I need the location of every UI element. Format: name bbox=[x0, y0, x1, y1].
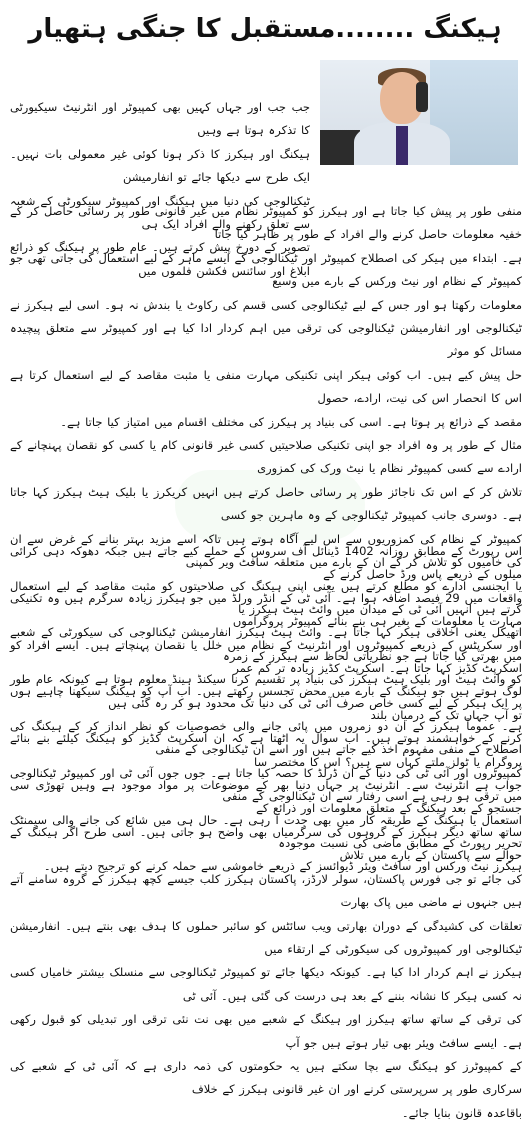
text-line: منفی طور پر پیش کیا جاتا ہے اور ہیکرز کو کمپیوٹر نظام میں غیر قانونی طور پر رسائی حاصل کر کے خفیہ معلومات حاصل کرنے والے افراد کے طور پر ظاہر کیا جاتا bbox=[10, 204, 522, 242]
text-line: کی ترقی کے ساتھ ساتھ ہیکرز اور ہیکنگ کے شعبے میں بھی نت نئی ترقی اور تبدیلی کو قبول رکھی ہے۔ ایسے سافٹ ویئر بھی تیار ہوتے ہیں جو آپ bbox=[10, 1012, 522, 1050]
text-line: تصویر کے دورخ پیش کرتے ہیں۔ عام طور پر ہیکنگ کو ذرائع ابلاغ اور سائنس فکشن فلموں میں bbox=[10, 240, 310, 278]
person-tie bbox=[396, 126, 408, 165]
text-line: باقاعدہ قانون بنایا جائے۔ bbox=[401, 1105, 522, 1120]
text-line: تعلقات کی کشیدگی کے دوران بھارتی ویب سائٹس کو سائبر حملوں کا ہدف بھی بنتے ہیں۔ انفارمیشن ٹیکنالوجی اور کمپیوٹروں کی سیکورٹی کے ارتقاء میں bbox=[10, 918, 522, 956]
text-line: ساتھ ساتھ دیگر ہیکرز کے گروہوں کی سرگرمیاں بھی واضح ہو جاتی ہیں۔ اسی طرح اگر ہیکنگ کے حوالے سے پاکستان کے بارے میں تلاش bbox=[10, 824, 522, 863]
article-title: ہیکنگ ........مستقبل کا جنگی ہتھیار bbox=[28, 14, 502, 44]
text-line: یا ایجنسی ادارے کو مطلع کرتے ہیں یعنی اپنی ہیکنگ کی صلاحیتوں کو مثبت مقاصد کے لیے استعمال کرتے ہیں انہیں آئی ٹی کے میدان میں وائٹ ہیٹ ہیکرز یا bbox=[10, 578, 522, 616]
text-line: ہے۔ عموماً ہیکرز کے ان دو زمروں میں پائی جانے والی خصوصیات کو نظر انداز کر کے ہیکنگ کی اصطلاح کے منفی مفہوم اخذ کیے جاتے ہیں اور اسے ان ٹیکنالوجی کے منفی bbox=[10, 718, 522, 757]
text-line: ہیکرز نیٹ ورکس اور سافٹ ویئر ڈیوائسز کے ذریعے خاموشی سے حملہ کرنے کو ترجیح دیتے ہیں۔ bbox=[43, 859, 522, 874]
text-line: کے کمپیوٹرز کو ہیکنگ سے بچا سکتے ہیں یہ حکومتوں کی ذمہ داری ہے کہ آئی ٹی کے شعبے کی سرکاری طور پر سرپرستی کرنے اور ان غیر قانونی ہیکرز کے خلاف bbox=[10, 1058, 522, 1097]
article-photo bbox=[320, 60, 518, 165]
text-line: مقصد کے ذرائع پر ہوتا ہے۔ اسی کی بنیاد پر ہیکرز کی مختلف اقسام میں امتیاز کیا جاتا ہے۔ bbox=[60, 414, 522, 429]
text-line: واقعات میں 29 فیصد اضافہ ہوا ہے۔ آئی ٹی کے انڈر ورلڈ میں جو ہیکرز زیادہ سرگرم ہیں وہ تکنیکی مہارت یا معلومات کے بغیر ہی بنے بنائے کمپیوٹر پروگراموں bbox=[10, 590, 522, 629]
text-line: جب جب اور جہاں کہیں بھی کمپیوٹر اور انٹرنیٹ سیکیورٹی کا تذکرہ ہوتا ہے وہیں bbox=[10, 100, 310, 138]
phone-icon bbox=[416, 82, 428, 112]
text-line: معلومات رکھتا ہو اور جس کے لیے ٹیکنالوجی کسی قسم کی رکاوٹ یا بندش نہ ہو۔ اسی لیے ہیکرز نے ٹیکنالوجی اور انفارمیشن ٹیکنالوجی کی ترقی میں اہم کردار ادا کیا ہے اور کمپیوٹر سے متعلق پیچیدہ مسائل کو موثر bbox=[10, 297, 522, 359]
text-line: حل پیش کیے ہیں۔ اب کوئی ہیکر اپنی تکنیکی مہارت منفی یا مثبت مقاصد کے لیے استعمال کرتا ہے اس کا انحصار اس کی نیت، ارادے، حصول bbox=[10, 367, 522, 406]
text-line: کی جائے تو جی فورس پاکستان، سولر لارڈز، پاکستان ہیکرز کلب جیسے کچھ ہیکرز کے گروہ سامنے آتے ہیں جنہوں نے ماضی میں پاک بھارت bbox=[10, 871, 522, 910]
closing-paragraph bbox=[10, 540, 522, 1125]
text-line: اور سکرپٹس کے ذریعے کمپیوٹروں اور انٹرنیٹ کے نظام میں خلل یا نقصان پہنچاتے ہیں۔ ایسے افراد کو اسکرپٹ کڈیز کہا جاتا ہے۔ اسکرپٹ کڈیز زیادہ تر کم عمر bbox=[10, 637, 522, 676]
text-line: استعمال یا ہیکنگ کے طریقہ کار میں بھی جدت آ رہی ہے۔ حال ہی میں شائع کی جانے والی سیمنٹک تحریر رپورٹ کے مطابق ماضی کی نسبت موجودہ bbox=[10, 812, 522, 850]
text-line: ہیکنگ اور ہیکرز کا ذکر ہونا کوئی غیر معمولی بات نہیں۔ ایک طرح سے دیکھا جائے تو انفارمیشن bbox=[10, 146, 310, 185]
text-line: جواب ہے انٹرنیٹ سے۔ انٹرنیٹ پر جہاں دنیا بھر کے موضوعات پر مواد موجود ہے وہیں تھوڑی سی جستجو کے بعد ہیکنگ کے متعلق معلومات اور ذرائع کے bbox=[10, 778, 522, 816]
text-line: ٹیکنالوجی کی دنیا میں ہیکنگ اور کمپیوٹر سیکورٹی کے شعبہ سے تعلق رکھنے والے افراد ایک ہی bbox=[10, 193, 310, 232]
text-line: کمپیوٹروں اور آئی ٹی کی دنیا کے ان ڈرلڈ کا حصہ کیا جاتا ہے۔ جوں جوں آئی ٹی اور کمپیوٹر ٹیکنالوجی میں ترقی ہو رہی ہے اسی رفتار سے ان ٹیکنالوجی کے منفی bbox=[10, 765, 522, 804]
text-line: ہے۔ ابتداء میں ہیکر کی اصطلاح کمپیوٹر اور ٹیکنالوجی کے ایسے ماہر کے لیے استعمال کی جاتی تھی جو کمپیوٹر کے نظام اور نیٹ ورکس کے بارے میں وسیع bbox=[10, 250, 522, 289]
text-line: کمپیوٹر کے نظام کی کمزوریوں سے اس لیے آگاہ ہوتے ہیں تاکہ اسے مزید بہتر بنانے کے غرض سے ان کی خامیوں کو تلاش کر کے ان کے بارے میں متعلقہ سافٹ ویر کمپنی bbox=[10, 531, 522, 570]
text-line: کرنے کے خواہشمند ہوتے ہیں۔ اب سوال یہ اٹھتا ہے کہ ان اسکرپٹ کڈیز کو ہیکنگ کیلئے بنے بنائے پروگرام یا ٹولز ملتے کہاں سے ہیں؟ اس کا مختصر سا bbox=[10, 731, 522, 769]
text-line: کو وائٹ ہیٹ اور بلیک ہیٹ ہیکرز کی بنیاد پر تقسیم کرنا سیکنڈ ہینڈ معلوم ہوتا ہے کیونکہ عام طور پر ایک ہیکر کے لیے کسی خاص صرف آئی ٹی کی دنیا تک محدود ہو کر رہ گئی ہیں bbox=[10, 672, 522, 710]
text-line: اس رپورٹ کے مطابق روزانہ 1402 ڈینائل آف سروس کے حملے کیے جاتے ہیں جبکہ دھوکہ دہی کرائی میلوں کے ذریعے پاس ورڈ حاصل کرنے کے bbox=[10, 544, 522, 582]
text-line: ہیکرز نے اہم کردار ادا کیا ہے۔ کیونکہ دیکھا جائے تو کمپیوٹر ٹیکنالوجی سے منسلک بیشتر خامیاں کسی نہ کسی ہیکر کا نشانہ بننے کے بعد ہی درست کی گئی ہیں۔ آئی ٹی bbox=[10, 965, 522, 1003]
text-line: اتھیکل یعنی اخلاقی ہیکر کہا جاتا ہے۔ وائٹ ہیٹ ہیکرز انفارمیشن ٹیکنالوجی کی سیکورٹی کے شعبے میں بھرتی کیا جاتا ہے جو نظریاتی لحاظ سے ہیکرز کے زمرہ bbox=[10, 625, 522, 663]
text-line: لوگ ہوتے ہیں جو ہیکنگ کے بارے میں محض تجسس رکھتے ہیں۔ اب آپ کو ہیکنگ سیکھنا چاہیے ہوں تو آپ جہاں تک کے درمیان بلند bbox=[10, 684, 522, 722]
text-line: تلاش کر کے اس تک ناجائز طور پر رسائی حاصل کرتے ہیں انہیں کریکرز یا بلیک ہیٹ ہیکرز کہا جاتا ہے۔ دوسری جانب کمپیوٹر ٹیکنالوجی کے وہ ماہرین جو کسی bbox=[10, 484, 522, 523]
text-line: مثال کے طور پر وہ افراد جو اپنی تکنیکی صلاحیتیں کسی غیر قانونی کام یا کسی کو نقصان پہنچانے کے ارادے سے کسی کمپیوٹر نظام یا نیٹ ورک کی کمزوری bbox=[10, 438, 522, 476]
